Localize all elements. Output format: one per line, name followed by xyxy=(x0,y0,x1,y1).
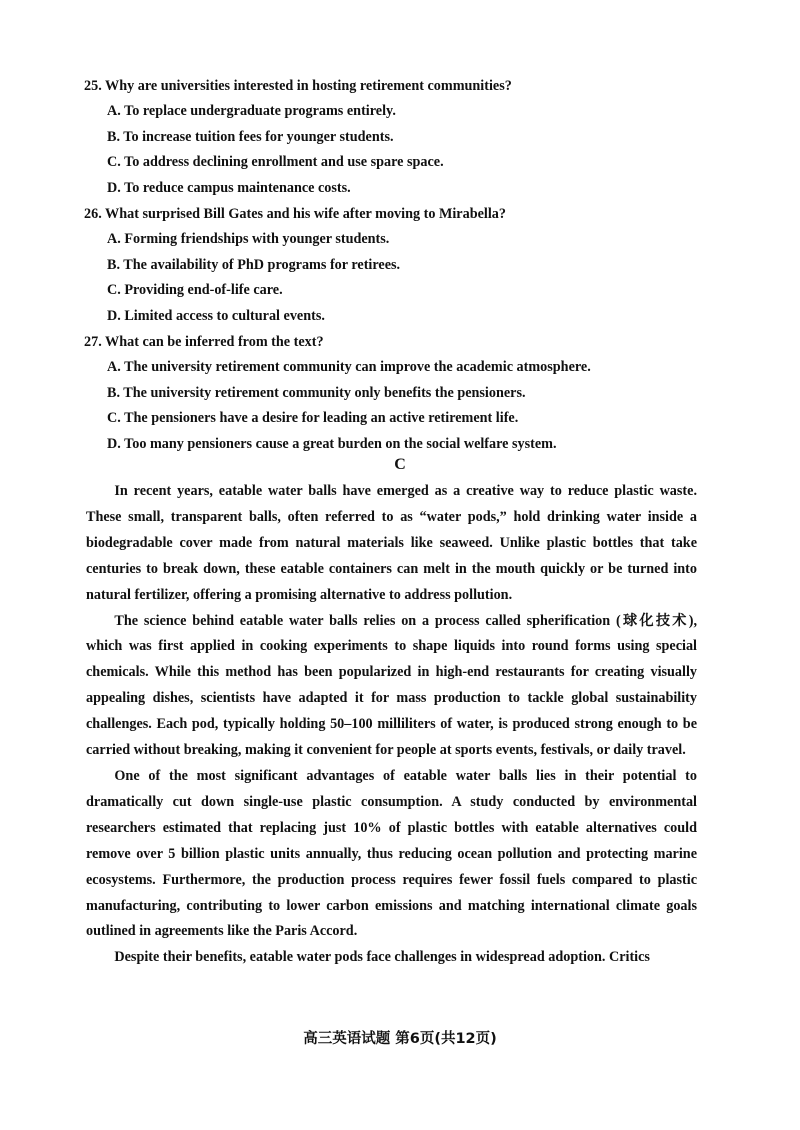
question-25 xyxy=(84,73,724,201)
section-heading: C xyxy=(394,456,406,473)
option-a: A. Forming friendships with younger students. xyxy=(107,231,390,247)
option-b: B. To increase tuition fees for younger students. xyxy=(107,128,394,145)
question-stem: 25. Why are universities interested in hosting retirement communities? xyxy=(84,78,512,94)
option-b: B. The university retirement community only benefits the pensioners. xyxy=(107,384,526,401)
passage-paragraph: In recent years, eatable water balls have emerged as a creative way to reduce plastic waste. These small, transparent balls, often referred to as “water pods,” hold drinking water inside a biodegradable cover made from natural materials like seaweed. Unlike plastic bottles that take centuries to break down, these eatable containers can melt in the mouth quickly or be turned into natural fertilizer, offering a promising alternative to address pollution. xyxy=(86,483,697,603)
option-a: A. To replace undergraduate programs entirely. xyxy=(107,103,396,119)
question-stem: 27. What can be inferred from the text? xyxy=(84,334,324,350)
question-list xyxy=(84,73,724,457)
passage-paragraph: Despite their benefits, eatable water pods face challenges in widespread adoption. Critics xyxy=(114,949,650,966)
question-stem: 26. What surprised Bill Gates and his wife after moving to Mirabella? xyxy=(84,206,506,222)
question-27 xyxy=(84,329,724,457)
option-d: D. To reduce campus maintenance costs. xyxy=(107,179,351,196)
reading-passage xyxy=(86,479,697,971)
option-a: A. The university retirement community can improve the academic atmosphere. xyxy=(107,359,591,375)
option-c: C. The pensioners have a desire for leading an active retirement life. xyxy=(107,410,519,426)
question-26 xyxy=(84,201,724,329)
option-b: B. The availability of PhD programs for retirees. xyxy=(107,256,401,273)
option-c: C. To address declining enrollment and use spare space. xyxy=(107,154,444,170)
option-c: C. Providing end-of-life care. xyxy=(107,282,283,298)
passage-paragraph: The science behind eatable water balls relies on a process called spherification (球化技术), which was first applied in cooking experiments to shape liquids into round forms using special chemicals. While this method has been popularized in high-end restaurants for creating visually appealing dishes, scientists have adapted it for mass production to tackle global sustainability challenges. Each pod, typically holding 50–100 milliliters of water, is produced strong enough to be carried without breaking, making it convenient for people at sports events, festivals, or daily travel. xyxy=(86,612,697,759)
option-d: D. Limited access to cultural events. xyxy=(107,307,325,324)
passage-paragraph: One of the most significant advantages of eatable water balls lies in their potential to dramatically cut down single-use plastic consumption. A study conducted by environmental researchers estimated that replacing just 10% of plastic bottles with eatable alternatives could remove over 5 billion plastic units annually, thus reducing ocean pollution and protecting marine ecosystems. Furthermore, the production process requires fewer fossil fuels compared to plastic manufacturing, contributing to lower carbon emissions and matching international climate goals outlined in agreements like the Paris Accord. xyxy=(86,767,697,940)
option-d: D. Too many pensioners cause a great burden on the social welfare system. xyxy=(107,435,557,452)
page-footer: 高三英语试题 第6页(共12页) xyxy=(303,1031,497,1047)
